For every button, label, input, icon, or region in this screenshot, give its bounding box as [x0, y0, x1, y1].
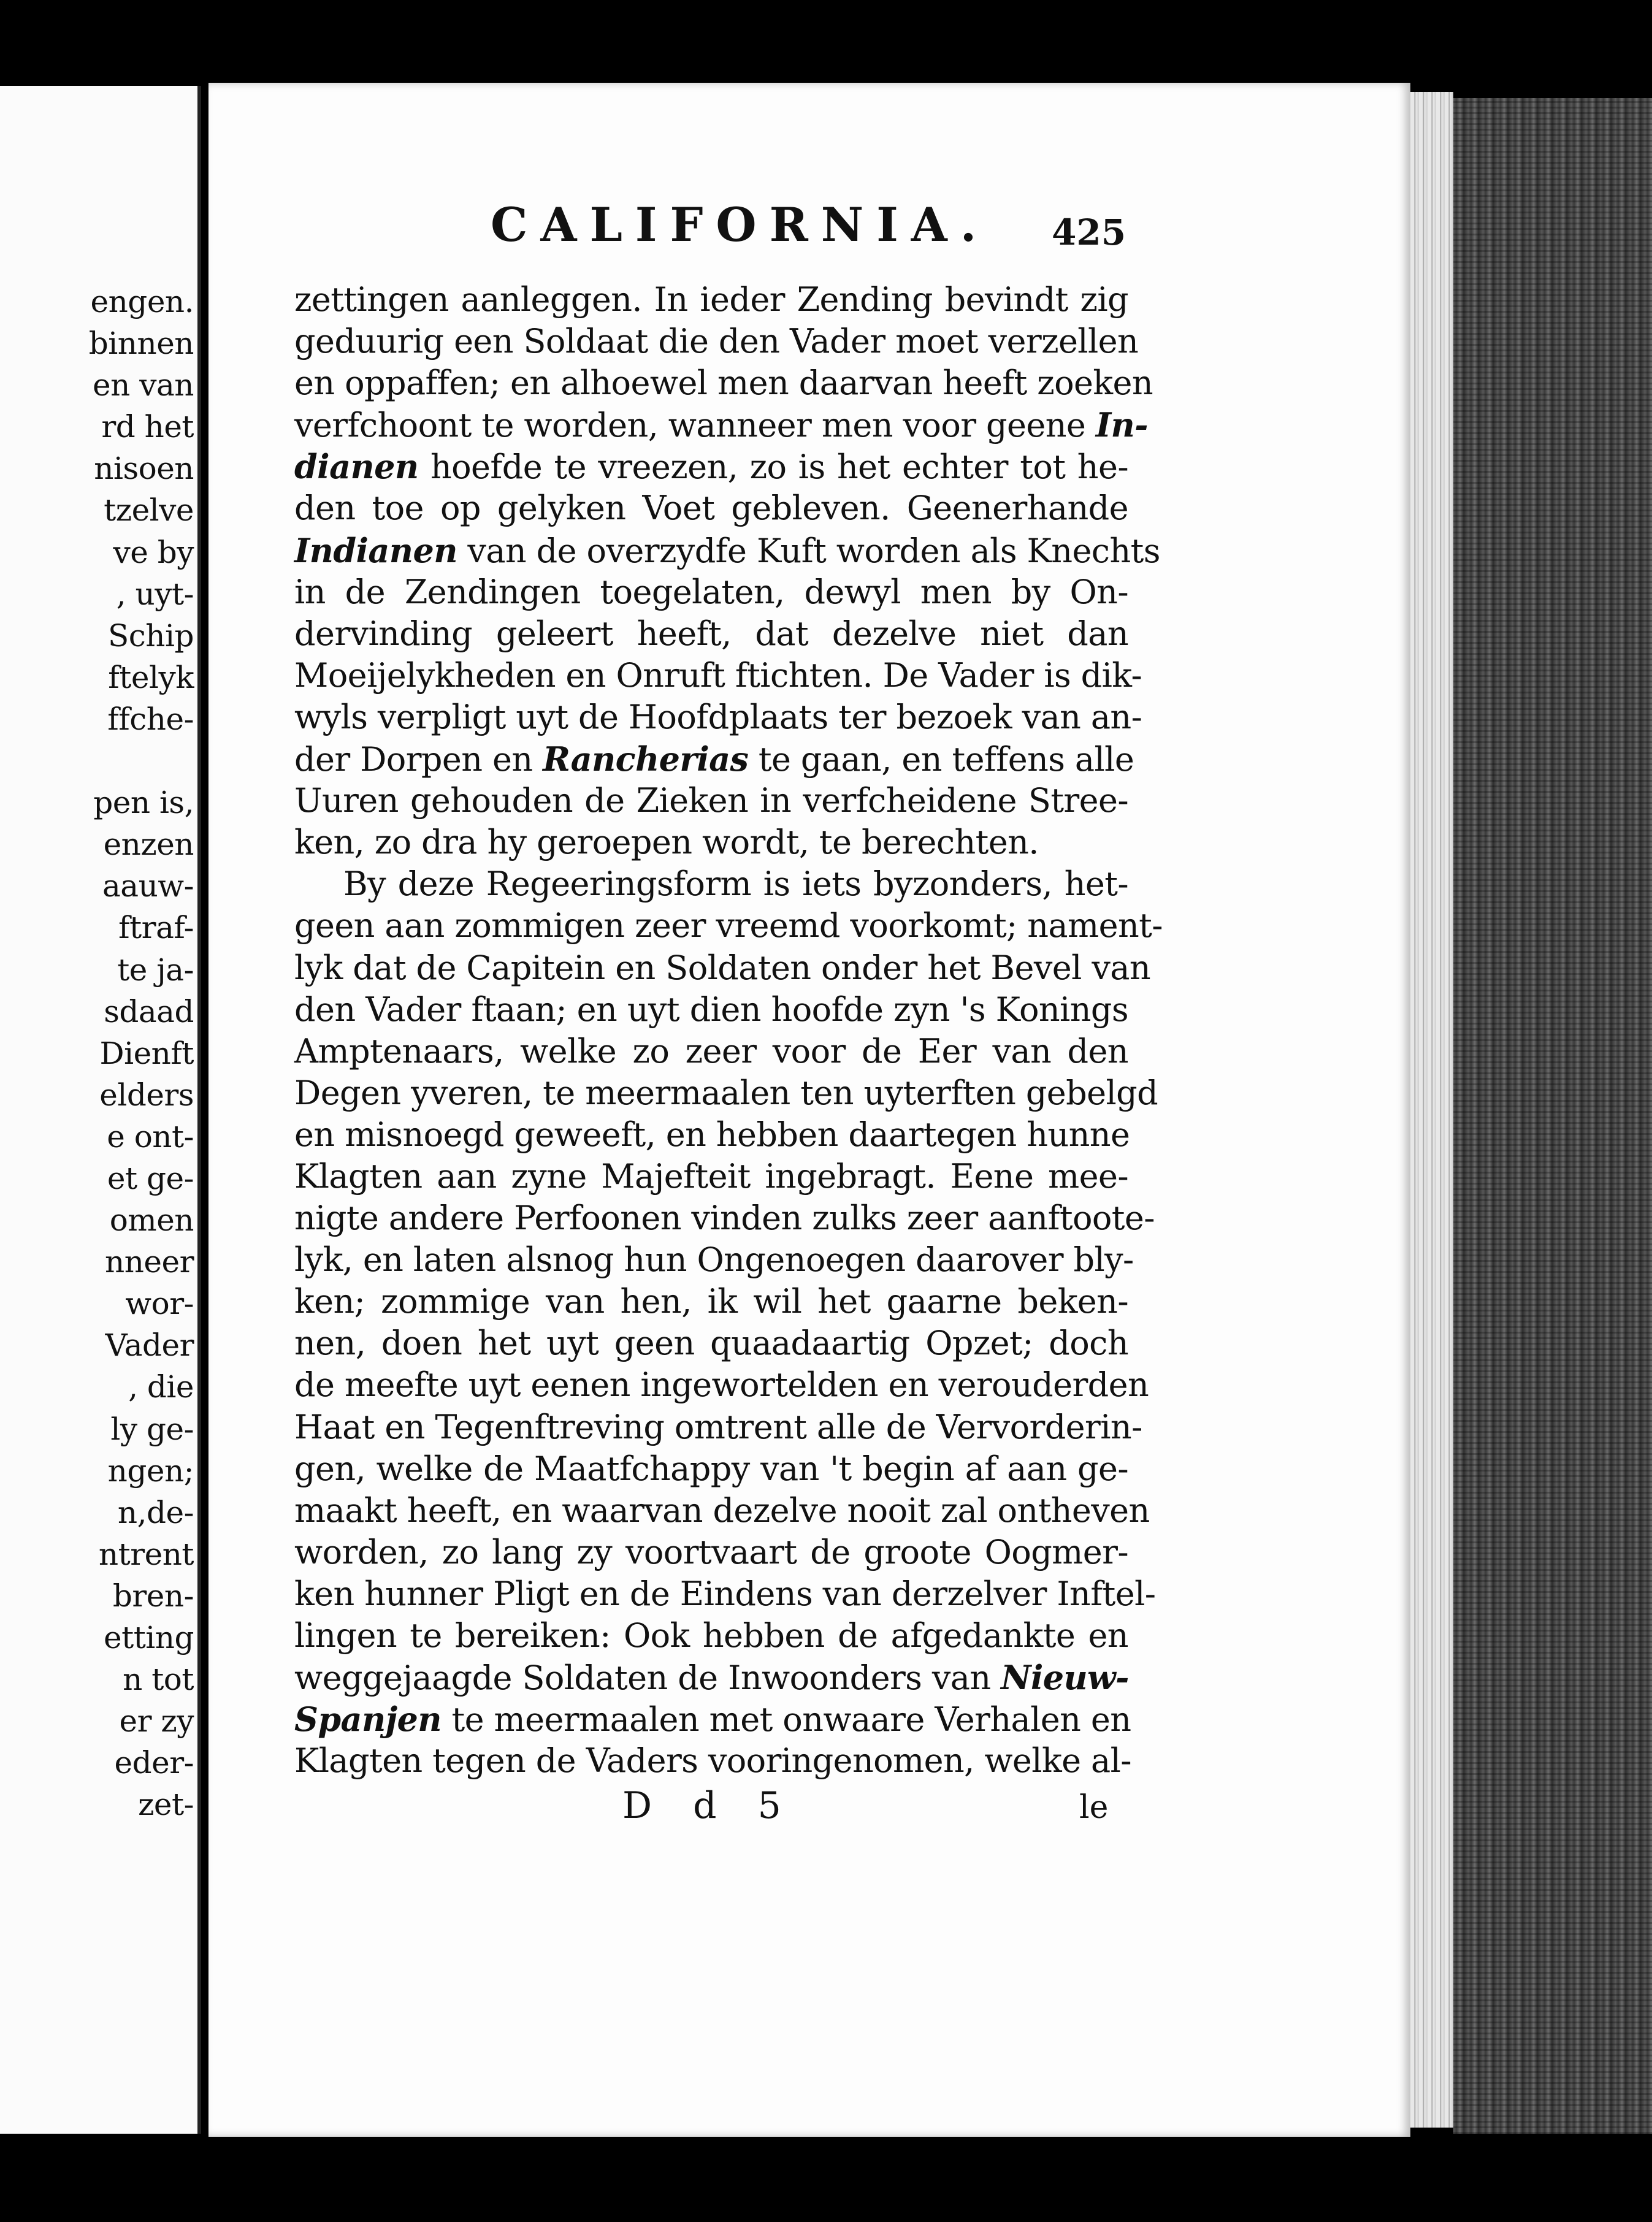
text-segment: te meermaalen met onwaare Verhalen en [441, 1700, 1131, 1739]
text-line: ken; zommige van hen, ik wil het gaarne beken- [294, 1282, 1128, 1321]
previous-page-line: binnen [88, 326, 194, 362]
previous-page-line: etting [104, 1620, 194, 1655]
previous-page-line: sdaad [104, 993, 194, 1029]
previous-page-line: n,de- [117, 1494, 194, 1530]
running-head: CALIFORNIA. [491, 197, 990, 252]
text-line: geen aan zommigen zeer vreemd voorkomt; nament- [294, 906, 1163, 945]
text-line: de meefte uyt eenen ingewortelden en verouderden [294, 1365, 1149, 1405]
previous-page-line: Schip [108, 617, 194, 654]
previous-page-line: ly ge- [110, 1411, 194, 1447]
text-line: dervinding geleert heeft, dat dezelve niet dan [294, 614, 1128, 653]
previous-page-line: ngen; [107, 1453, 194, 1489]
text-line: lingen te bereiken: Ook hebben de afgedankte en [294, 1616, 1128, 1655]
previous-page-line: Vader [105, 1327, 194, 1364]
previous-page-line: , uyt- [116, 576, 194, 612]
previous-page-line: zet- [138, 1787, 194, 1823]
text-line: nen, doen het uyt geen quaadaartig Opzet; doch [294, 1324, 1128, 1363]
text-line [294, 1657, 1128, 1698]
italic-term: Nieuw- [1001, 1658, 1129, 1698]
text-line: ken, zo dra hy geroepen wordt, te berechten. [294, 823, 1039, 862]
book-block-edge [1453, 98, 1652, 2134]
text-line: wyls verpligt uyt de Hoofdplaats ter bezoek van an- [294, 697, 1142, 736]
previous-page-line: n tot [123, 1662, 194, 1698]
previous-page-line: pen is, [93, 785, 194, 821]
text-segment: van de overzydfe Kuft worden als Knechts [457, 531, 1160, 570]
previous-page-line: ntrent [98, 1536, 194, 1572]
previous-page-text [89, 281, 194, 1825]
italic-term: In- [1095, 405, 1148, 445]
previous-page-line: rd het [101, 409, 194, 445]
text-line: Klagten aan zyne Majefteit ingebragt. Eene mee- [294, 1156, 1128, 1196]
previous-page-line: omen [109, 1202, 194, 1239]
text-line: Degen yveren, te meermaalen ten uyterften gebelgd [294, 1073, 1158, 1112]
previous-page-line: en van [93, 367, 194, 403]
previous-page-line: , die [128, 1369, 194, 1405]
text-segment: weggejaagde Soldaten de Inwoonders van [294, 1659, 1001, 1698]
italic-term: dianen [294, 447, 419, 487]
text-line: lyk, en laten alsnog hun Ongenoegen daarover bly- [294, 1240, 1134, 1280]
previous-page-line: ve by [113, 534, 194, 570]
catchword: le [1079, 1789, 1109, 1826]
previous-page [0, 86, 201, 2134]
previous-page-line: Dienft [99, 1035, 194, 1071]
previous-page-line: te ja- [117, 952, 194, 988]
text-line: Haat en Tegenftreving omtrent alle de Vervorderin- [294, 1407, 1142, 1446]
text-line: Klagten tegen de Vaders vooringenomen, welke al- [294, 1741, 1131, 1781]
previous-page-line: enzen [103, 827, 194, 863]
text-line [294, 738, 1134, 780]
text-line: Uuren gehouden de Zieken in verfcheidene Stree- [294, 781, 1128, 820]
text-line [294, 446, 1128, 487]
text-line: zettingen aanleggen. In ieder Zending bevindt zig [294, 280, 1128, 319]
previous-page-line: engen. [90, 284, 194, 319]
text-line: nigte andere Perfoonen vinden zulks zeer aanftoote- [294, 1199, 1155, 1238]
page-edges [1410, 92, 1453, 2128]
text-line: worden, zo lang zy voortvaart de groote Oogmer- [294, 1532, 1128, 1571]
text-line [294, 1698, 1131, 1740]
text-line: gen, welke de Maatfchappy van 't begin af aan ge- [294, 1449, 1128, 1488]
previous-page-line: ffche- [107, 701, 194, 737]
italic-term: Indianen [294, 530, 457, 570]
italic-term: Rancherias [543, 739, 749, 779]
previous-page-line: er zy [119, 1703, 194, 1739]
text-line: den toe op gelyken Voet gebleven. Geenerhande [294, 489, 1128, 528]
previous-page-line [89, 740, 194, 782]
text-line [294, 530, 1160, 571]
previous-page-line: elders [99, 1077, 194, 1113]
text-segment: hoefde te vreezen, zo is het echter tot he- [418, 448, 1128, 487]
text-line: en oppaffen; en alhoewel men daarvan heeft zoeken [294, 364, 1153, 403]
text-line: en misnoegd geweeft, en hebben daartegen hunne [294, 1115, 1130, 1154]
text-segment: der Dorpen en [294, 740, 543, 779]
previous-page-line: e ont- [107, 1118, 194, 1155]
text-line: lyk dat de Capitein en Soldaten onder het Bevel van [294, 948, 1151, 987]
text-line: den Vader ftaan; en uyt dien hoofde zyn 's Konings [294, 990, 1128, 1029]
page-number: 425 [1052, 212, 1126, 253]
text-line: geduurig een Soldaat die den Vader moet verzellen [294, 322, 1139, 361]
previous-page-line: tzelve [104, 492, 194, 529]
previous-page-line: eder- [114, 1745, 194, 1781]
previous-page-line: ftraf- [118, 910, 194, 946]
previous-page-line: aauw- [102, 868, 194, 904]
text-line [294, 404, 1148, 446]
text-segment: verfchoont te worden, wanneer men voor geene [294, 406, 1096, 445]
text-line: in de Zendingen toegelaten, dewyl men by On- [294, 572, 1128, 611]
printer-signature: D d 5 [622, 1784, 796, 1827]
body-text [294, 279, 1163, 1782]
text-line: maakt heeft, en waarvan dezelve nooit zal ontheven [294, 1491, 1150, 1530]
previous-page-line: et ge- [107, 1160, 194, 1196]
text-line: ken hunner Pligt en de Eindens van derzelver Inftel- [294, 1574, 1156, 1613]
previous-page-line: bren- [112, 1578, 194, 1614]
previous-page-line: nneer [105, 1244, 194, 1280]
italic-term: Spanjen [294, 1700, 442, 1739]
previous-page-line: wor- [125, 1286, 194, 1322]
text-line: Amptenaars, welke zo zeer voor de Eer van den [294, 1031, 1128, 1071]
text-line: By deze Regeeringsform is iets byzonders, het- [343, 865, 1128, 904]
text-segment: te gaan, en teffens alle [748, 740, 1134, 779]
previous-page-line: nisoen [94, 451, 194, 487]
previous-page-line: ftelyk [108, 659, 194, 695]
text-line: Moeijelykheden en Onruft ftichten. De Vader is dik- [294, 655, 1142, 695]
